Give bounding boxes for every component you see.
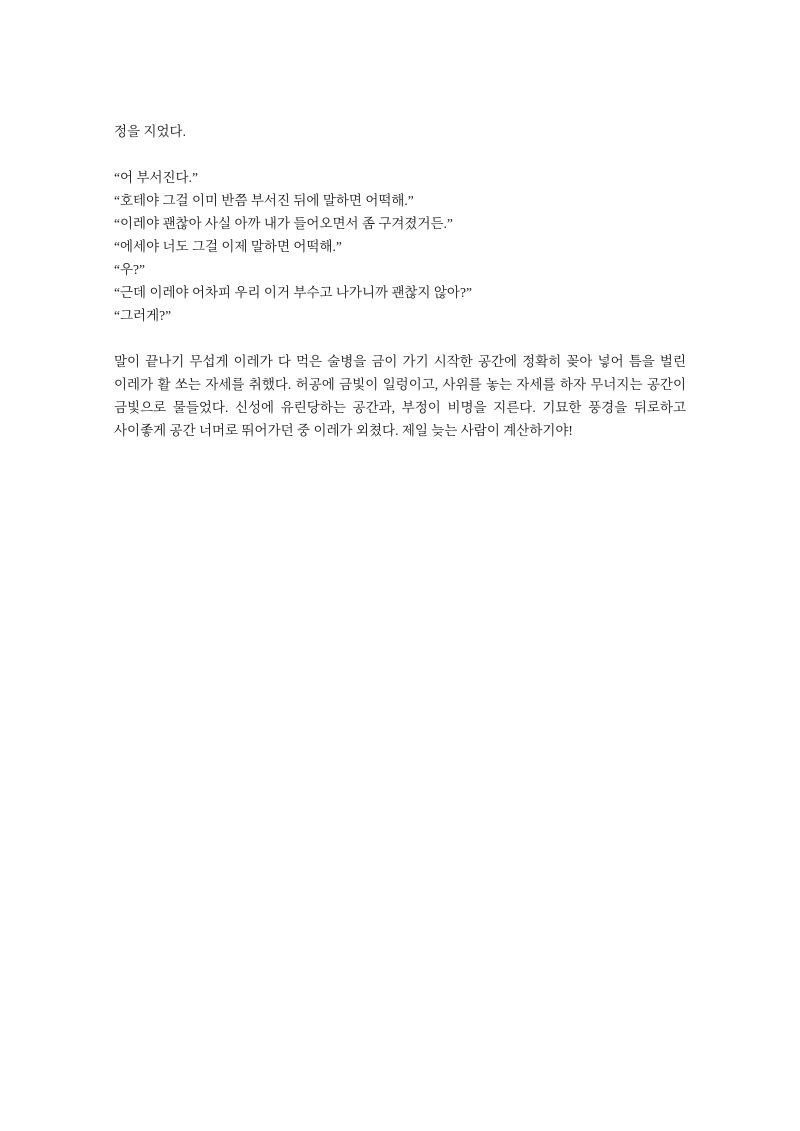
dialogue-line: “호테야 그걸 이미 반쯤 부서진 뒤에 말하면 어떡해.” [114, 193, 414, 208]
document-content [114, 120, 686, 442]
dialogue-block [114, 166, 686, 327]
dialogue-line: “우?” [114, 262, 146, 277]
dialogue-line: “그러게?” [114, 308, 172, 323]
body-block [114, 350, 686, 442]
dialogue-line: “이레야 괜찮아 사실 아까 내가 들어오면서 좀 구겨졌거든.” [114, 216, 453, 231]
dialogue-line: “근데 이레야 어차피 우리 이거 부수고 나가니까 괜찮지 않아?” [114, 285, 472, 300]
paragraph-spacer [114, 143, 686, 166]
paragraph-spacer [114, 327, 686, 350]
dialogue-line: “어 부서진다.” [114, 170, 198, 185]
body-paragraph: 말이 끝나기 무섭게 이레가 다 먹은 술병을 금이 가기 시작한 공간에 정확히 꽂아 넣어 틈을 벌린 이레가 활 쏘는 자세를 취했다. 허공에 금빛이 일렁이고, 사위를 놓는 자세를 하자 무너지는 공간이 금빛으로 물들었다. 신성에 유린당하는 공간과, 부정이 비명을 지른다. 기묘한 풍경을 뒤로하고 사이좋게 공간 너머로 뛰어가던 중 이레가 외쳤다. 제일 늦는 사람이 계산하기야! [114, 354, 686, 438]
dialogue-line: “에세야 너도 그걸 이제 말하면 어떡해.” [114, 239, 342, 254]
opening-paragraph: 정을 지었다. [114, 124, 186, 139]
